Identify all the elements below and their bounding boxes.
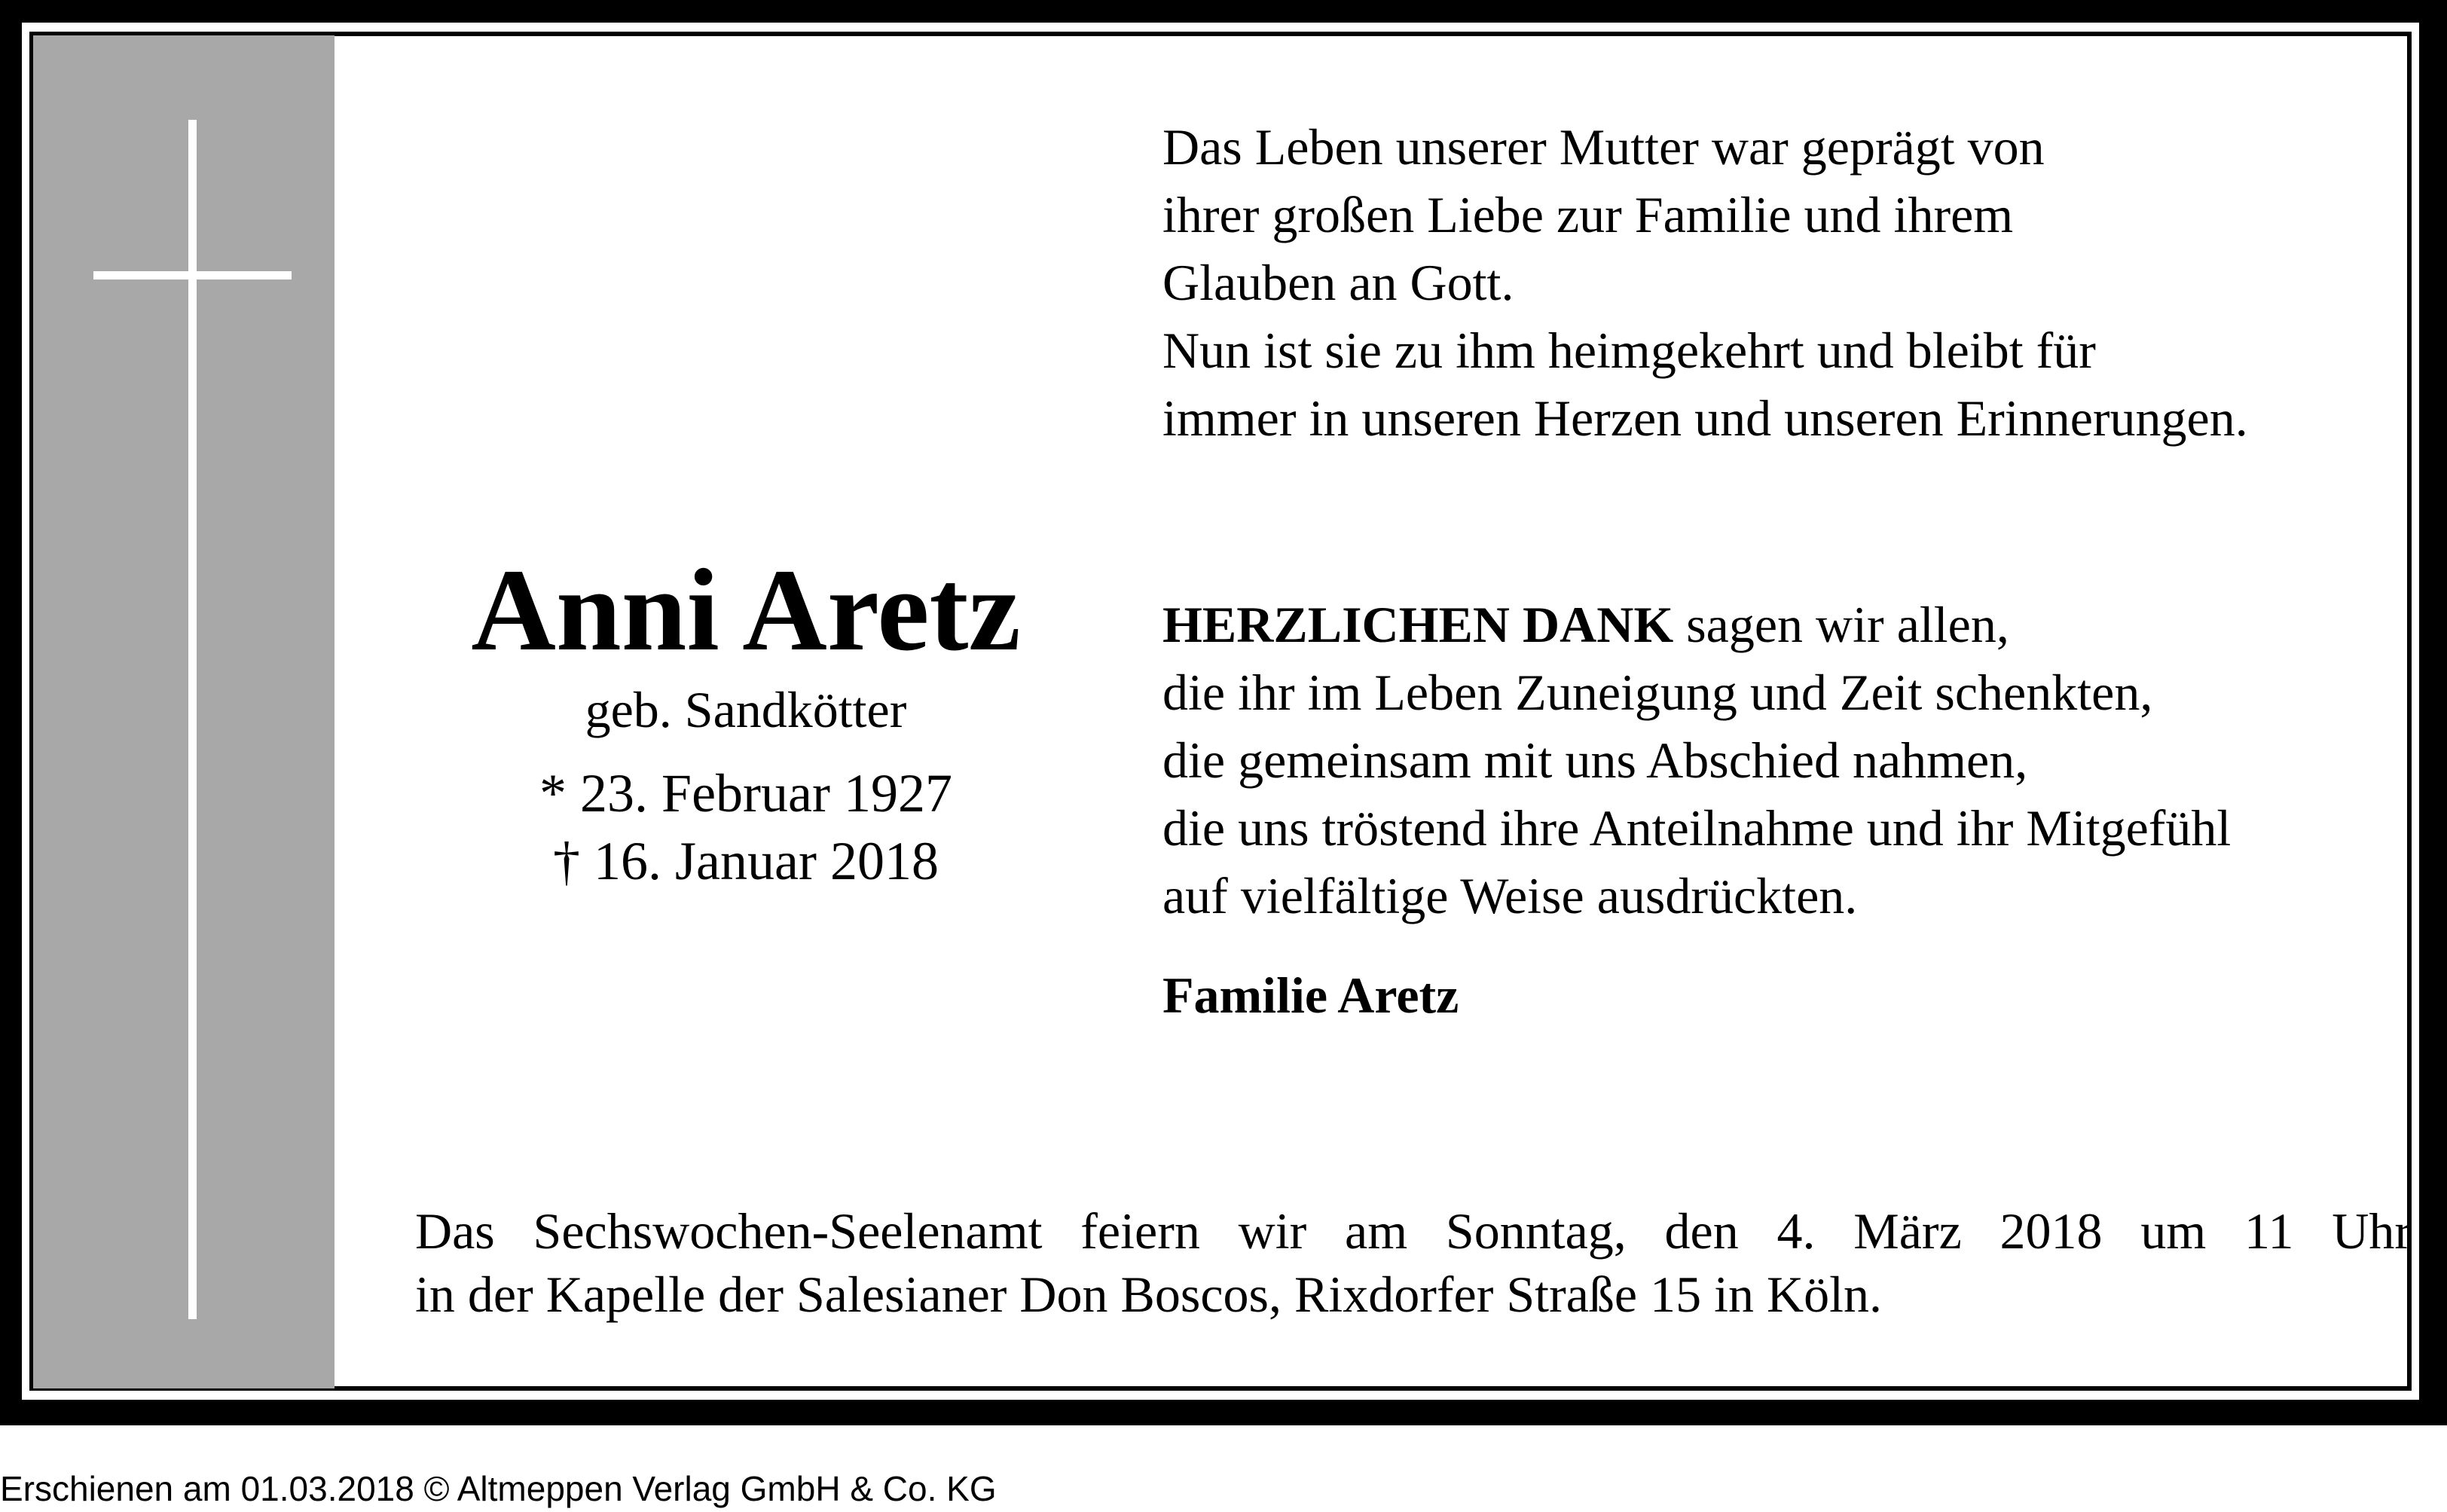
- quote-line: immer in unseren Herzen und unseren Erinnerungen.: [1162, 389, 2248, 447]
- quote-line: Nun ist sie zu ihm heimgekehrt und bleibt für: [1162, 322, 2096, 379]
- thanks-first-rest: sagen wir allen,: [1673, 596, 2009, 653]
- thanks-line: auf vielfältige Weise ausdrückten.: [1162, 867, 1858, 924]
- cross-vertical-bar: [188, 120, 197, 1319]
- mass-line: Das Sechswochen-Seelenamt feiern wir am Sonntag, den 4. März 2018 um 11 Uhr: [415, 1202, 2412, 1260]
- thanks-section: [1162, 591, 2413, 930]
- text-column: [1162, 113, 2413, 1029]
- thanks-line: die gemeinsam mit uns Abschied nahmen,: [1162, 732, 2028, 789]
- publication-footer: Erschienen am 01.03.2018 © Altmeppen Verlag GmbH & Co. KG: [0, 1469, 997, 1508]
- deceased-name: Anni Aretz: [471, 545, 1021, 675]
- thanks-first-line: [1162, 591, 2413, 658]
- life-dates: [335, 759, 1156, 895]
- thanks-heading: HERZLICHEN DANK: [1162, 596, 1674, 653]
- thanks-line: die uns tröstend ihre Anteilnahme und ihr Mitgefühl: [1162, 799, 2232, 857]
- death-date: † 16. Januar 2018: [553, 831, 939, 891]
- quote-line: Glauben an Gott.: [1162, 254, 1514, 311]
- cross-horizontal-bar: [93, 271, 292, 279]
- signature: Familie Aretz: [1162, 967, 1459, 1024]
- memorial-quote: [1162, 113, 2413, 452]
- deceased-block: [335, 542, 1156, 895]
- thanks-line: die ihr im Leben Zuneigung und Zeit schenkten,: [1162, 664, 2153, 721]
- mass-announcement: [415, 1199, 2412, 1326]
- quote-line: Das Leben unserer Mutter war geprägt von: [1162, 118, 2045, 176]
- quote-line: ihrer großen Liebe zur Familie und ihrem: [1162, 186, 2014, 243]
- birth-date: * 23. Februar 1927: [539, 763, 952, 823]
- maiden-name: geb. Sandkötter: [585, 681, 907, 738]
- grey-band: [33, 35, 335, 1388]
- mass-line: in der Kapelle der Salesianer Don Boscos, Rixdorfer Straße 15 in Köln.: [415, 1266, 1882, 1323]
